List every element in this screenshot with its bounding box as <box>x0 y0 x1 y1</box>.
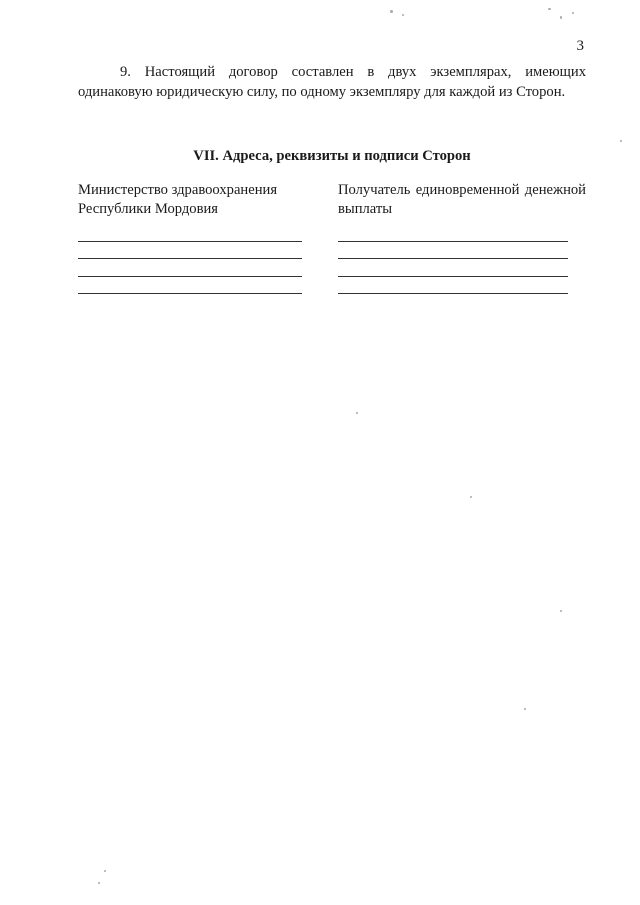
signature-line <box>78 277 302 295</box>
clause-text: Настоящий договор составлен в двух экземплярах, имеющих одинаковую юридическую силу, по одному экземпляру для каждой из Сторон. <box>78 64 586 100</box>
signature-line <box>338 259 568 277</box>
clause-paragraph <box>78 62 586 102</box>
party-right-block <box>338 181 586 219</box>
clause-number: 9. <box>120 64 131 80</box>
signature-line <box>338 277 568 295</box>
party-right-signature-lines <box>338 224 568 294</box>
party-right-name: Получатель единовременной денежной выплаты <box>338 182 586 217</box>
signature-line <box>78 242 302 260</box>
page-number: 3 <box>576 38 584 54</box>
party-left-block <box>78 181 302 219</box>
signature-line <box>338 242 568 260</box>
party-left-name: Министерство здравоохранения Республики Мордовия <box>78 182 278 217</box>
signature-line <box>78 224 302 242</box>
party-left-signature-lines <box>78 224 302 294</box>
section-heading: VII. Адреса, реквизиты и подписи Сторон <box>193 148 471 164</box>
signature-line <box>338 224 568 242</box>
signature-line <box>78 259 302 277</box>
